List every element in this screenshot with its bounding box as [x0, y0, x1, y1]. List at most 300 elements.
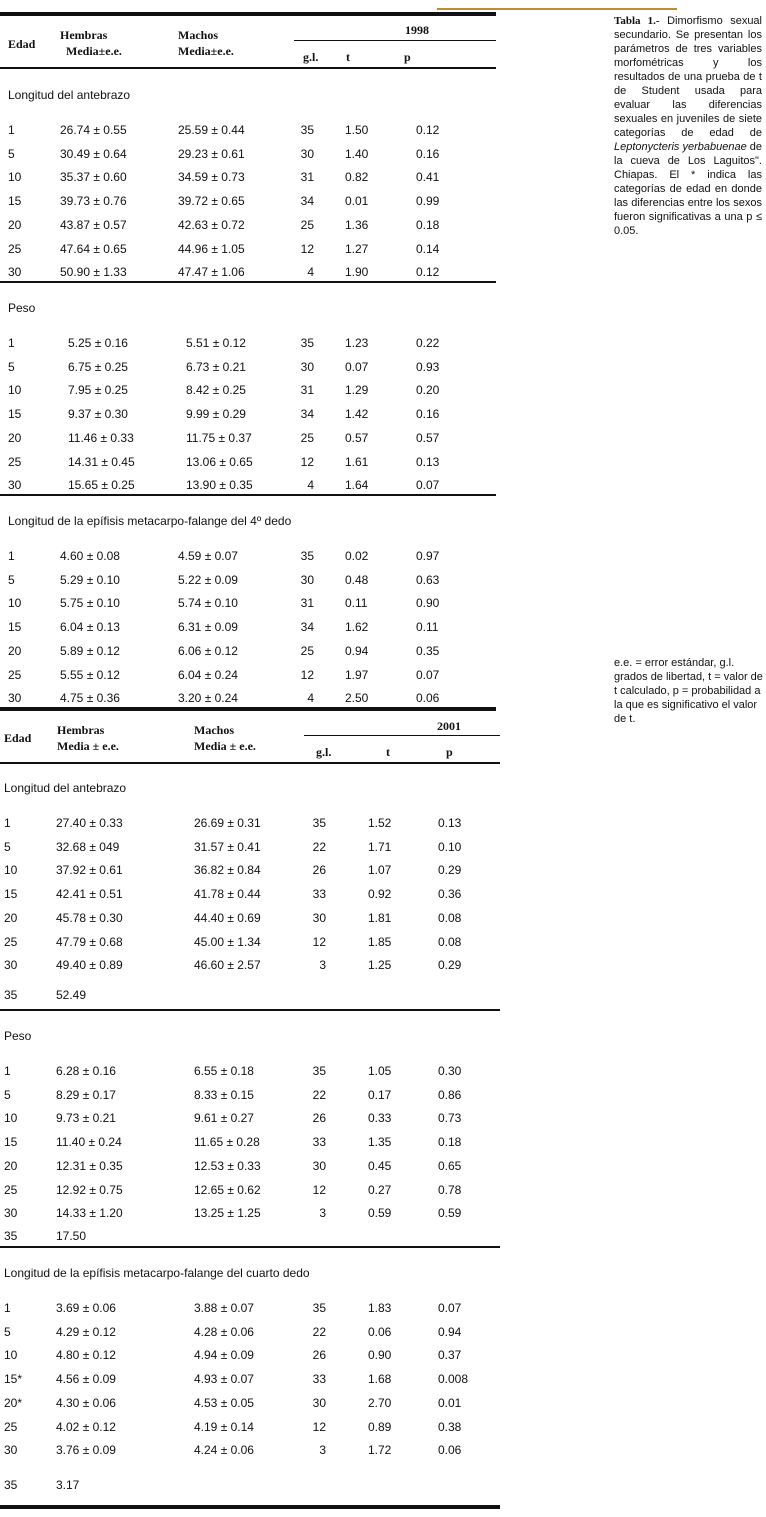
cell-edad: 15: [4, 1135, 18, 1150]
caption-species: Leptonycteris yerbabuenae: [614, 141, 747, 153]
cell-edad: 35: [4, 988, 18, 1002]
cell-p: 0.30: [438, 1064, 462, 1078]
cell-edad: 5: [4, 1324, 11, 1339]
cell-h: 42.41 ± 0.51: [56, 887, 123, 902]
cell-t: 0.48: [345, 572, 369, 587]
cell-gl: 34: [300, 194, 314, 209]
cell-t: 0.01: [345, 194, 369, 209]
cell-gl: 26: [312, 1348, 326, 1363]
cell-h: 7.95 ± 0.25: [68, 383, 128, 398]
abbreviation-notes: e.e. = error estándar, g.l. grados de libertad, t = valor de t calculado, p = probabilidad a la que es significativo el valor de t.: [614, 657, 763, 725]
cell-edad: 20: [8, 217, 22, 232]
cell-t: 0.11: [345, 596, 368, 611]
cell-m: 39.72 ± 0.65: [178, 194, 245, 209]
cell-t: 1.07: [368, 863, 392, 878]
cell-h: 43.87 ± 0.57: [60, 217, 127, 232]
cell-t: 1.72: [368, 1443, 392, 1458]
cell-h: 14.33 ± 1.20: [56, 1206, 123, 1221]
header-rule: [0, 762, 500, 764]
cell-p: 0.97: [416, 549, 440, 563]
cell-h: 45.78 ± 0.30: [56, 910, 123, 925]
cell-edad: 25: [4, 1182, 18, 1197]
cell-h: 5.29 ± 0.10: [60, 572, 120, 587]
cell-t: 0.92: [368, 887, 392, 902]
cell-p: 0.18: [438, 1135, 462, 1150]
top-rule: [0, 12, 496, 16]
cell-edad: 5: [8, 572, 15, 587]
cell-h: 6.75 ± 0.25: [68, 359, 128, 374]
cell-edad: 5: [8, 146, 15, 161]
cell-h: 35.37 ± 0.60: [60, 170, 127, 185]
cell-gl: 30: [300, 146, 314, 161]
cell-gl: 30: [312, 1395, 326, 1410]
cell-p: 0.90: [416, 596, 440, 611]
col-header-hembras-sub: Media ± e.e.: [57, 739, 119, 753]
cell-m: 46.60 ± 2.57: [194, 958, 261, 973]
cell-edad: 35: [4, 1229, 18, 1243]
cell-t: 0.27: [368, 1182, 392, 1197]
cell-t: 0.02: [345, 549, 369, 563]
cell-gl: 30: [300, 572, 314, 587]
cell-h: 47.64 ± 0.65: [60, 241, 127, 256]
cell-m: 5.22 ± 0.09: [178, 572, 238, 587]
cell-edad: 30: [4, 1206, 18, 1221]
cell-p: 0.65: [438, 1158, 462, 1173]
cell-edad: 15: [8, 620, 22, 635]
cell-edad: 25: [8, 454, 22, 469]
cell-m: 36.82 ± 0.84: [194, 863, 261, 878]
cell-edad: 20*: [4, 1395, 23, 1410]
cell-m: 4.59 ± 0.07: [178, 549, 238, 563]
cell-m: 12.53 ± 0.33: [194, 1158, 261, 1173]
cell-t: 0.89: [368, 1419, 392, 1434]
cell-edad: 10: [4, 1348, 18, 1363]
cell-h: 12.31 ± 0.35: [56, 1158, 123, 1173]
cell-edad: 25: [8, 241, 22, 256]
cell-gl: 34: [300, 620, 314, 635]
cell-p: 0.86: [438, 1087, 462, 1102]
cell-p: 0.22: [416, 336, 440, 350]
cell-gl: 35: [312, 816, 326, 830]
cell-gl: 26: [312, 863, 326, 878]
cell-t: 1.52: [368, 816, 392, 830]
cell-m: 13.90 ± 0.35: [186, 478, 253, 493]
cell-edad: 15*: [4, 1372, 23, 1387]
cell-m: 45.00 ± 1.34: [194, 934, 261, 949]
cell-p: 0.29: [438, 958, 462, 973]
cell-edad: 15: [4, 887, 18, 902]
cell-m: 9.61 ± 0.27: [194, 1111, 254, 1126]
caption-text-a: Dimorfismo sexual secundario. Se presentan los parámetros de tres variables morfométricas y los resultados de una prueba de t de Student usada para evaluar las diferencias sexuales en juveniles de siete categorías de edad de: [614, 15, 762, 139]
cell-t: 1.35: [368, 1135, 392, 1150]
cell-edad: 25: [8, 667, 22, 682]
cell-edad: 30: [4, 958, 18, 973]
cell-gl: 12: [300, 241, 314, 256]
cell-h: 50.90 ± 1.33: [60, 265, 127, 280]
cell-p: 0.29: [438, 863, 462, 878]
cell-p: 0.78: [438, 1182, 462, 1197]
cell-h: 47.79 ± 0.68: [56, 934, 123, 949]
cell-m: 3.88 ± 0.07: [194, 1301, 254, 1315]
cell-gl: 25: [300, 430, 314, 445]
section-title: Longitud del antebrazo: [8, 88, 131, 102]
cell-gl: 25: [300, 217, 314, 232]
cell-h: 37.92 ± 0.61: [56, 863, 123, 878]
cell-gl: 31: [300, 383, 314, 398]
caption-label: Tabla 1.-: [614, 15, 660, 27]
cell-t: 0.06: [368, 1324, 392, 1339]
cell-p: 0.11: [416, 620, 439, 635]
cell-edad: 30: [4, 1443, 18, 1458]
cell-gl: 12: [312, 934, 326, 949]
cell-p: 0.57: [416, 430, 440, 445]
cell-t: 0.82: [345, 170, 369, 185]
cell-p: 0.14: [416, 241, 440, 256]
cell-m: 41.78 ± 0.44: [194, 887, 261, 902]
cell-m: 4.24 ± 0.06: [194, 1443, 254, 1458]
cell-p: 0.13: [416, 454, 440, 469]
cell-gl: 35: [312, 1064, 326, 1078]
cell-m: 11.75 ± 0.37: [186, 430, 252, 445]
cell-gl: 30: [312, 1158, 326, 1173]
cell-t: 0.07: [345, 359, 369, 374]
cell-gl: 34: [300, 407, 314, 422]
cell-m: 47.47 ± 1.06: [178, 265, 245, 280]
col-header-p: p: [446, 745, 453, 759]
header-accent-line: [437, 8, 677, 10]
cell-p: 0.008: [438, 1372, 469, 1387]
cell-p: 0.13: [438, 816, 462, 830]
cell-p: 0.01: [438, 1395, 462, 1410]
col-header-hembras: Hembras: [60, 28, 108, 42]
cell-edad: 1: [4, 816, 11, 830]
cell-m: 6.55 ± 0.18: [194, 1064, 254, 1078]
cell-m: 13.25 ± 1.25: [194, 1206, 261, 1221]
cell-h: 39.73 ± 0.76: [60, 194, 127, 209]
col-header-gl: g.l.: [316, 745, 332, 759]
cell-h: 12.92 ± 0.75: [56, 1182, 123, 1197]
cell-m: 3.20 ± 0.24: [178, 691, 238, 706]
section-title: Longitud de la epífisis metacarpo-falange del cuarto dedo: [4, 1266, 310, 1280]
cell-t: 1.50: [345, 123, 369, 137]
cell-h: 30.49 ± 0.64: [60, 146, 127, 161]
cell-edad: 5: [4, 1087, 11, 1102]
cell-p: 0.16: [416, 146, 440, 161]
cell-p: 0.12: [416, 123, 440, 137]
cell-t: 1.27: [345, 241, 369, 256]
cell-h: 4.75 ± 0.36: [60, 691, 120, 706]
col-header-t: t: [346, 50, 350, 64]
cell-gl: 35: [300, 549, 314, 563]
cell-m: 12.65 ± 0.62: [194, 1182, 261, 1197]
cell-h: 4.02 ± 0.12: [56, 1419, 116, 1434]
cell-p: 0.94: [438, 1324, 462, 1339]
year-header: 2001: [437, 719, 461, 733]
cell-p: 0.07: [416, 667, 440, 682]
section-rule: [0, 1246, 500, 1248]
cell-edad: 35: [4, 1478, 18, 1492]
cell-edad: 1: [8, 336, 15, 350]
cell-t: 0.59: [368, 1206, 392, 1221]
col-header-gl: g.l.: [303, 50, 319, 64]
cell-p: 0.10: [438, 839, 462, 854]
cell-gl: 12: [300, 667, 314, 682]
cell-edad: 10: [4, 863, 18, 878]
table-caption: [614, 14, 762, 238]
cell-m: 9.99 ± 0.29: [186, 407, 246, 422]
year-underline: [304, 735, 500, 736]
cell-t: 1.23: [345, 336, 369, 350]
cell-gl: 35: [300, 123, 314, 137]
section-title: Peso: [8, 301, 36, 315]
cell-h: 32.68 ± 049: [56, 839, 120, 854]
cell-h: 17.50: [56, 1229, 87, 1243]
cell-t: 2.50: [345, 691, 369, 706]
cell-p: 0.73: [438, 1111, 462, 1126]
cell-t: 1.29: [345, 383, 369, 398]
cell-t: 1.25: [368, 958, 392, 973]
cell-m: 44.40 ± 0.69: [194, 910, 261, 925]
cell-t: 1.40: [345, 146, 369, 161]
section-title: Longitud del antebrazo: [4, 781, 127, 795]
cell-h: 6.04 ± 0.13: [60, 620, 120, 635]
cell-gl: 4: [307, 478, 314, 493]
cell-m: 4.53 ± 0.05: [194, 1395, 254, 1410]
cell-t: 1.68: [368, 1372, 392, 1387]
cell-m: 34.59 ± 0.73: [178, 170, 245, 185]
cell-edad: 25: [4, 934, 18, 949]
cell-gl: 12: [312, 1419, 326, 1434]
col-header-hembras-sub: Media±e.e.: [66, 44, 122, 58]
header-rule: [0, 67, 496, 69]
cell-edad: 20: [4, 1158, 18, 1173]
cell-gl: 33: [312, 1135, 326, 1150]
cell-gl: 22: [312, 1087, 326, 1102]
cell-m: 4.93 ± 0.07: [194, 1372, 254, 1387]
cell-m: 13.06 ± 0.65: [186, 454, 253, 469]
cell-p: 0.16: [416, 407, 440, 422]
cell-h: 3.17: [56, 1478, 80, 1492]
cell-p: 0.41: [416, 170, 440, 185]
cell-m: 29.23 ± 0.61: [178, 146, 245, 161]
cell-h: 5.75 ± 0.10: [60, 596, 120, 611]
cell-h: 3.76 ± 0.09: [56, 1443, 116, 1458]
cell-t: 1.83: [368, 1301, 392, 1315]
col-header-machos-sub: Media ± e.e.: [194, 739, 256, 753]
cell-edad: 25: [4, 1419, 18, 1434]
cell-p: 0.99: [416, 194, 440, 209]
cell-p: 0.59: [438, 1206, 462, 1221]
cell-p: 0.20: [416, 383, 440, 398]
cell-edad: 30: [8, 691, 22, 706]
cell-gl: 33: [312, 887, 326, 902]
cell-t: 1.85: [368, 934, 392, 949]
cell-edad: 30: [8, 478, 22, 493]
cell-gl: 3: [319, 958, 326, 973]
cell-m: 5.74 ± 0.10: [178, 596, 238, 611]
cell-m: 4.19 ± 0.14: [194, 1419, 254, 1434]
cell-h: 27.40 ± 0.33: [56, 816, 123, 830]
cell-edad: 20: [8, 643, 22, 658]
cell-edad: 10: [8, 383, 22, 398]
cell-h: 3.69 ± 0.06: [56, 1301, 116, 1315]
cell-edad: 1: [4, 1301, 11, 1315]
cell-gl: 33: [312, 1372, 326, 1387]
cell-m: 11.65 ± 0.28: [194, 1135, 260, 1150]
cell-m: 8.42 ± 0.25: [186, 383, 246, 398]
cell-edad: 20: [4, 910, 18, 925]
cell-m: 6.31 ± 0.09: [178, 620, 238, 635]
cell-gl: 22: [312, 839, 326, 854]
cell-gl: 12: [300, 454, 314, 469]
cell-m: 6.04 ± 0.24: [178, 667, 238, 682]
cell-p: 0.93: [416, 359, 440, 374]
cell-m: 4.28 ± 0.06: [194, 1324, 254, 1339]
cell-edad: 30: [8, 265, 22, 280]
cell-p: 0.06: [438, 1443, 462, 1458]
cell-p: 0.35: [416, 643, 440, 658]
cell-h: 11.40 ± 0.24: [56, 1135, 122, 1150]
cell-gl: 12: [312, 1182, 326, 1197]
cell-p: 0.37: [438, 1348, 462, 1363]
cell-gl: 4: [307, 691, 314, 706]
cell-edad: 5: [8, 359, 15, 374]
cell-gl: 30: [300, 359, 314, 374]
cell-edad: 15: [8, 194, 22, 209]
cell-t: 0.17: [368, 1087, 392, 1102]
cell-t: 0.90: [368, 1348, 392, 1363]
cell-p: 0.08: [438, 934, 462, 949]
cell-h: 14.31 ± 0.45: [68, 454, 135, 469]
cell-t: 2.70: [368, 1395, 392, 1410]
cell-gl: 31: [300, 170, 314, 185]
cell-gl: 35: [312, 1301, 326, 1315]
cell-p: 0.06: [416, 691, 440, 706]
cell-m: 42.63 ± 0.72: [178, 217, 245, 232]
section-title: Longitud de la epífisis metacarpo-falange del 4º dedo: [8, 514, 292, 528]
cell-gl: 25: [300, 643, 314, 658]
cell-gl: 26: [312, 1111, 326, 1126]
cell-p: 0.07: [416, 478, 440, 493]
cell-gl: 30: [312, 910, 326, 925]
cell-h: 11.46 ± 0.33: [68, 430, 134, 445]
cell-gl: 31: [300, 596, 314, 611]
cell-t: 1.62: [345, 620, 369, 635]
cell-edad: 10: [8, 170, 22, 185]
cell-t: 1.71: [368, 839, 392, 854]
cell-edad: 5: [4, 839, 11, 854]
cell-t: 1.90: [345, 265, 369, 280]
cell-h: 5.89 ± 0.12: [60, 643, 120, 658]
section-rule: [0, 1009, 500, 1011]
cell-p: 0.38: [438, 1419, 462, 1434]
col-header-t: t: [386, 745, 390, 759]
cell-gl: 4: [307, 265, 314, 280]
cell-edad: 1: [8, 549, 15, 563]
cell-t: 1.42: [345, 407, 369, 422]
cell-h: 52.49: [56, 988, 87, 1002]
cell-t: 1.81: [368, 910, 392, 925]
cell-h: 4.60 ± 0.08: [60, 549, 120, 563]
cell-h: 15.65 ± 0.25: [68, 478, 135, 493]
col-header-edad: Edad: [8, 37, 36, 51]
cell-edad: 15: [8, 407, 22, 422]
cell-t: 0.45: [368, 1158, 392, 1173]
cell-h: 9.73 ± 0.21: [56, 1111, 116, 1126]
cell-t: 1.05: [368, 1064, 392, 1078]
cell-p: 0.12: [416, 265, 440, 280]
cell-p: 0.07: [438, 1301, 462, 1315]
cell-edad: 20: [8, 430, 22, 445]
cell-h: 8.29 ± 0.17: [56, 1087, 116, 1102]
cell-gl: 3: [319, 1206, 326, 1221]
cell-h: 4.80 ± 0.12: [56, 1348, 116, 1363]
year-header: 1998: [405, 23, 429, 37]
cell-p: 0.36: [438, 887, 462, 902]
col-header-hembras: Hembras: [57, 723, 105, 737]
cell-h: 9.37 ± 0.30: [68, 407, 128, 422]
cell-t: 1.61: [345, 454, 369, 469]
cell-h: 4.30 ± 0.06: [56, 1395, 116, 1410]
cell-p: 0.63: [416, 572, 440, 587]
cell-h: 5.25 ± 0.16: [68, 336, 128, 350]
cell-h: 4.56 ± 0.09: [56, 1372, 116, 1387]
cell-m: 31.57 ± 0.41: [194, 839, 261, 854]
cell-gl: 22: [312, 1324, 326, 1339]
cell-h: 49.40 ± 0.89: [56, 958, 123, 973]
cell-t: 0.33: [368, 1111, 392, 1126]
year-underline: [294, 40, 496, 41]
cell-edad: 10: [4, 1111, 18, 1126]
cell-edad: 1: [4, 1064, 11, 1078]
caption-text-b: de la cueva de Los Laguitos". Chiapas. El * indica las categorías de edad en donde las diferencias entre los sexos fueron significativas a una p ≤ 0.05.: [614, 141, 763, 237]
cell-t: 0.94: [345, 643, 369, 658]
cell-h: 5.55 ± 0.12: [60, 667, 120, 682]
cell-p: 0.18: [416, 217, 440, 232]
cell-m: 26.69 ± 0.31: [194, 816, 261, 830]
bottom-rule: [0, 1505, 500, 1509]
col-header-machos-sub: Media±e.e.: [178, 44, 234, 58]
cell-m: 6.06 ± 0.12: [178, 643, 238, 658]
cell-gl: 35: [300, 336, 314, 350]
cell-t: 1.97: [345, 667, 369, 682]
cell-m: 25.59 ± 0.44: [178, 123, 245, 137]
section-title: Peso: [4, 1029, 32, 1043]
col-header-edad: Edad: [4, 731, 32, 745]
cell-m: 4.94 ± 0.09: [194, 1348, 254, 1363]
section-rule: [0, 281, 496, 283]
col-header-p: p: [404, 50, 411, 64]
cell-h: 6.28 ± 0.16: [56, 1064, 116, 1078]
cell-edad: 1: [8, 123, 15, 137]
cell-h: 26.74 ± 0.55: [60, 123, 127, 137]
col-header-machos: Machos: [178, 28, 218, 42]
col-header-machos: Machos: [194, 723, 234, 737]
cell-m: 44.96 ± 1.05: [178, 241, 245, 256]
cell-t: 1.36: [345, 217, 369, 232]
cell-m: 8.33 ± 0.15: [194, 1087, 254, 1102]
section-rule: [0, 494, 496, 496]
cell-p: 0.08: [438, 910, 462, 925]
cell-t: 0.57: [345, 430, 369, 445]
cell-t: 1.64: [345, 478, 369, 493]
bottom-rule: [0, 707, 496, 711]
cell-gl: 3: [319, 1443, 326, 1458]
cell-m: 5.51 ± 0.12: [186, 336, 246, 350]
cell-edad: 10: [8, 596, 22, 611]
cell-h: 4.29 ± 0.12: [56, 1324, 116, 1339]
cell-m: 6.73 ± 0.21: [186, 359, 246, 374]
